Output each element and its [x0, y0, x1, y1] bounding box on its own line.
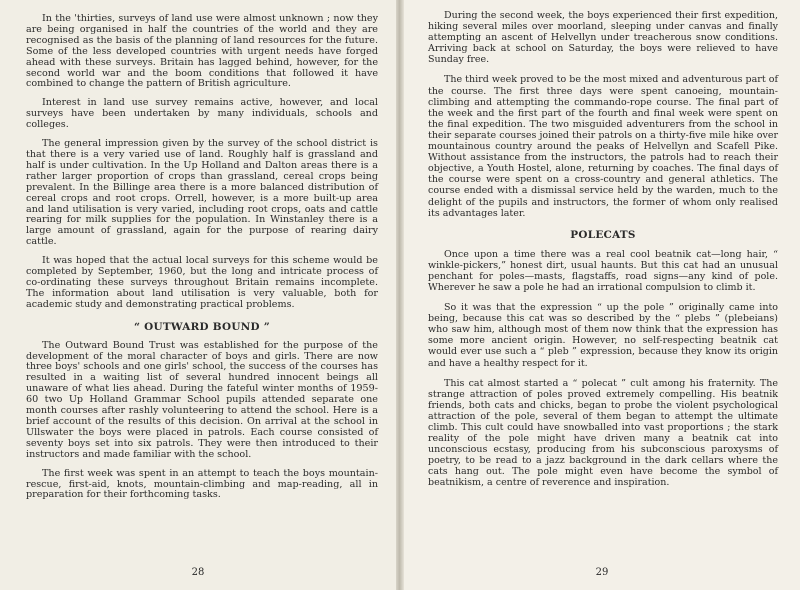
section-heading: “ OUTWARD BOUND ”	[133, 320, 271, 333]
left-page	[0, 0, 396, 590]
page-number: 28	[191, 567, 205, 578]
paragraph: Once upon a time there was a real cool beatnik cat—long hair, “ winkle-pickers,” honest dirt, usual haunts. But this cat had an unusual penchant for poles—masts, flagstaffs, road signs—any kind of pole. Wherever he saw a pole he had an irrational compulsion to climb it.	[428, 248, 778, 293]
right-page	[404, 0, 800, 590]
paragraph: So it was that the expression “ up the pole ” originally came into being, because this cat was so described by the “ plebs ” (plebeians) who saw him, although most of them now think that the expression has some more ancient origin. However, no self-respecting beatnik cat would ever use such a “ pleb ” expression, because they know its origin and have a healthy respect for it.	[428, 302, 778, 369]
paragraph: The general impression given by the survey of the school district is that there is a very varied use of land. Roughly half is grassland and half is under cultivation. In the Up Holland and Dalton areas there is a rather larger proportion of crops than grassland, cereal crops being prevalent. In the Billinge area there is a more balanced distribution of cereal crops and root crops. Orrell, however, is a more built-up area and land utilisation is very varied, including root crops, oats and cattle rearing for milk supplies for the population. In Winstanley there is a large amount of grassland, again for the purpose of rearing dairy cattle.	[26, 138, 378, 248]
page-number: 29	[595, 567, 609, 578]
section-heading: POLECATS	[570, 228, 636, 241]
paragraph: This cat almost started a “ polecat ” cult among his fraternity. The strange attraction of poles proved extremely compelling. His beatnik friends, both cats and chicks, began to probe the violent psychological attraction of the pole, several of them began to attempt the ultimate climb. This cult could have snowballed into vast proportions ; the stark reality of the pole might have driven many a beatnik cat into unconscious ecstasy, producing from his subconscious paroxysms of poetry, to be read to a jazz background in the dark cellars where the cats hang out. The pole might even have become the symbol of beatnikism, a centre of reverence and inspiration.	[428, 377, 778, 489]
paragraph: In the 'thirties, surveys of land use were almost unknown ; now they are being organised in half the countries of the world and they are recognised as the basis of the planning of land resources for the future. Some of the less developed countries with urgent needs have forged ahead with these surveys. Britain has lagged behind, however, for the second world war and the boom conditions that followed it have combined to change the pattern of British agriculture.	[26, 13, 378, 90]
paragraph: During the second week, the boys experienced their first expedition, hiking several miles over moorland, sleeping under canvas and finally attempting an ascent of Helvellyn under treacherous snow conditions. Arriving back at school on Saturday, the boys were relieved to have Sunday free.	[428, 10, 778, 66]
book-gutter	[396, 0, 404, 590]
paragraph: It was hoped that the actual local surveys for this scheme would be completed by September, 1960, but the long and intricate process of co-ordinating these surveys throughout Britain remains incomplete. The information about land utilisation is very valuable, both for academic study and demonstrating practical problems.	[26, 255, 378, 310]
paragraph: The first week was spent in an attempt to teach the boys mountain-rescue, first-aid, knots, mountain-climbing and map-reading, all in preparation for their forthcoming tasks.	[26, 467, 378, 501]
paragraph: Interest in land use survey remains active, however, and local surveys have been undertaken by many individuals, schools and colleges.	[26, 97, 378, 131]
paragraph: The third week proved to be the most mixed and adventurous part of the course. The first three days were spent canoeing, mountain-climbing and attempting the commando-rope course. The final part of the week and the first part of the fourth and final week were spent on the final expedition. The two misguided adventurers from the school in their separate courses joined their patrols on a thirty-five mile hike over mountainous country around the peaks of Helvellyn and Scafell Pike. Without assistance from the instructors, the patrols had to reach their objective, a Youth Hostel, alone, returning by coaches. The final days of the course were spent on a cross-country and general athletics. The course ended with a dismissal service held by the warden, much to the delight of the pupils and instructors, the former of whom only realised its advantages later.	[428, 74, 778, 219]
paragraph: The Outward Bound Trust was established for the purpose of the development of the moral character of boys and girls. There are now three boys' schools and one girls' school, the success of the courses has resulted in a waiting list of several hundred innocent beings all unaware of what lies ahead. During the fateful winter months of 1959-60 two Up Holland Grammar School pupils attended separate one month courses after rashly volunteering to attend the school. Here is a brief account of the results of this decision. On arrival at the school in Ullswater the boys were placed in patrols. Each course consisted of seventy boys set into six patrols. They were then introduced to their instructors and made familiar with the school.	[26, 339, 378, 460]
